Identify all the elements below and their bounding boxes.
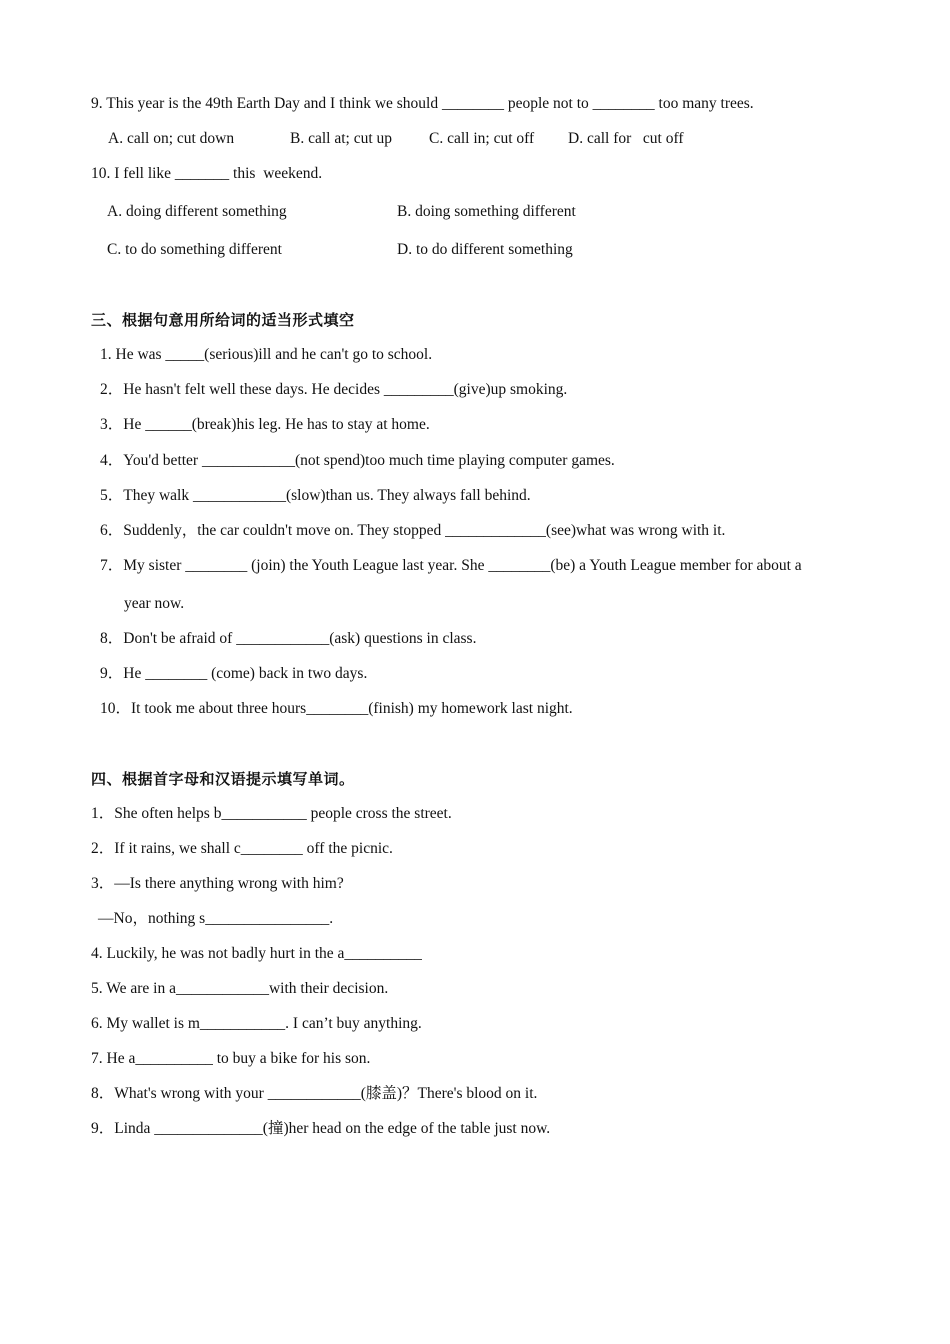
mc-q10-option-a: A. doing different something [107,203,287,220]
section3-item-5: 5．They walk ____________(slow)than us. They always fall behind. [100,487,531,504]
mc-q9-option-c: C. call in; cut off [429,130,535,147]
section3-title: 三、根据句意用所给词的适当形式填空 [91,311,355,329]
mc-q9-option-b: B. call at; cut up [290,130,393,147]
mc-q10-option-d: D. to do different something [397,241,573,258]
section3-item-9: 9．He ________ (come) back in two days. [100,665,368,682]
section4-item-6: 6. My wallet is m___________. I can’t buy anything. [91,1015,422,1032]
section4-title: 四、根据首字母和汉语提示填写单词。 [91,770,355,788]
section3-item-2: 2．He hasn't felt well these days. He decides _________(give)up smoking. [100,381,568,398]
section4-item-1: 1．She often helps b___________ people cross the street. [91,805,452,822]
section3-item-8: 8．Don't be afraid of ____________(ask) questions in class. [100,630,477,647]
section4-item-5: 5. We are in a____________with their decision. [91,980,389,997]
mc-q10-option-c: C. to do something different [107,241,282,258]
section4-item-9: 9．Linda ______________(撞)her head on the edge of the table just now. [91,1120,551,1137]
section4-item-3-answer: —No，nothing s________________. [98,910,334,927]
section3-item-10: 10．It took me about three hours________(finish) my homework last night. [100,700,573,717]
section3-item-7-continuation: year now. [124,595,185,612]
section4-item-4: 4. Luckily, he was not badly hurt in the a__________ [91,945,422,962]
mc-q9-stem: 9. This year is the 49th Earth Day and I think we should ________ people not to ________ too many trees. [91,95,754,112]
section3-item-6: 6．Suddenly，the car couldn't move on. They stopped _____________(see)what was wrong with it. [100,522,726,539]
section4-item-3: 3．—Is there anything wrong with him? [91,875,344,892]
mc-q9-option-a: A. call on; cut down [108,130,235,147]
section4-item-2: 2．If it rains, we shall c________ off the picnic. [91,840,393,857]
section4-item-8: 8．What's wrong with your ____________(膝盖)？There's blood on it. [91,1085,538,1102]
section3-item-7: 7．My sister ________ (join) the Youth League last year. She ________(be) a Youth League member for about a [100,557,802,574]
section3-item-3: 3．He ______(break)his leg. He has to stay at home. [100,416,430,433]
mc-q10-option-b: B. doing something different [397,203,576,220]
mc-q9-option-d: D. call for cut off [568,130,684,147]
section3-item-1: 1. He was _____(serious)ill and he can't go to school. [100,346,433,363]
mc-q10-stem: 10. I fell like _______ this weekend. [91,165,323,182]
section3-item-4: 4．You'd better ____________(not spend)too much time playing computer games. [100,452,615,469]
section4-item-7: 7. He a__________ to buy a bike for his son. [91,1050,371,1067]
